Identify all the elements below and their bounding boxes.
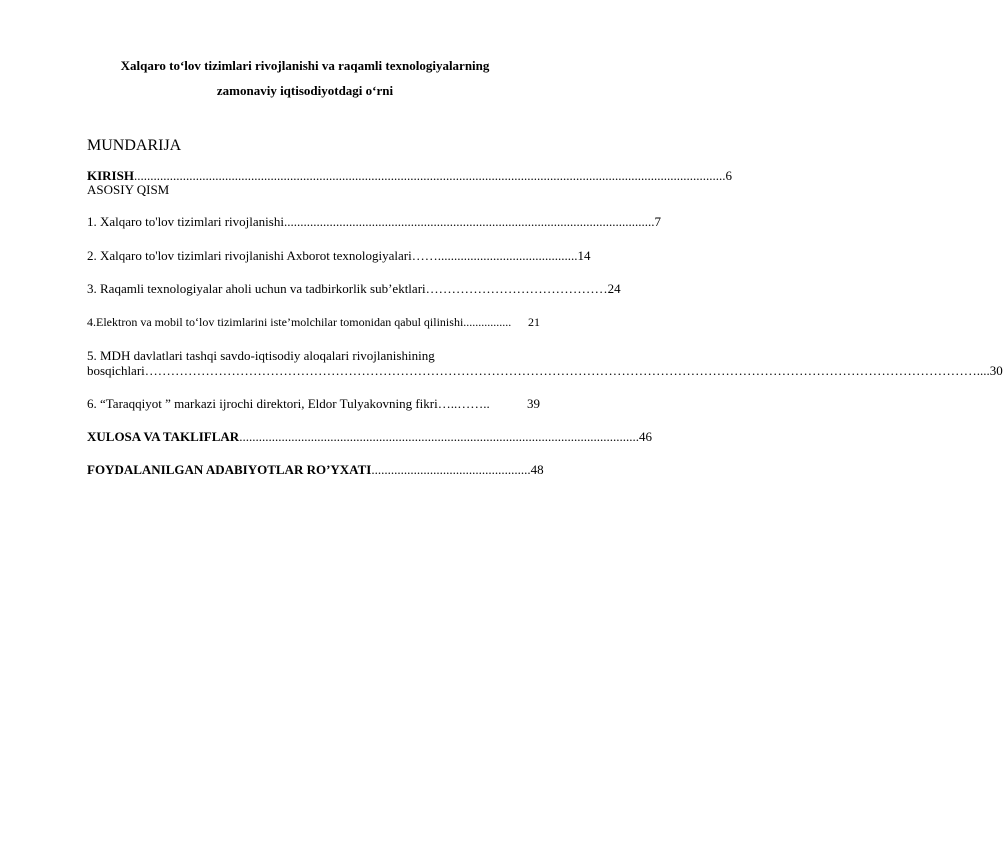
toc-page-number: 39: [527, 396, 540, 411]
toc-leader-dots: .................................................: [371, 462, 531, 477]
toc-leader-dots: …………………………………………………………………………………………………………………………………………………………………………..: [144, 363, 984, 378]
toc-page-number: 7: [654, 214, 661, 229]
toc-entry-kirish[interactable]: [87, 168, 732, 183]
toc-entry-label: 4.Elektron va mobil to‘lov tizimlarini iste’molchilar tomonidan qabul qilinishi: [87, 315, 464, 329]
toc-leader-dots: ..................................................................................................................: [283, 214, 655, 229]
toc-page-number: 6: [725, 168, 732, 183]
toc-page-number: 24: [607, 281, 621, 296]
toc-entry-label: FOYDALANILGAN ADABIYOTLAR RO’YXATI: [87, 462, 372, 477]
toc-entry-label: 6. “Taraqqiyot ” markazi ijrochi direktori, Eldor Tulyakovning fikri: [87, 396, 438, 411]
toc-leader-dots: ……………………………………: [425, 281, 608, 296]
toc-entry-label: bosqichlari: [87, 363, 145, 378]
toc-entry-label: XULOSA VA TAKLIFLAR: [87, 429, 240, 444]
toc-entry-label: 3. Raqamli texnologiyalar aholi uchun va tadbirkorlik sub’ektlari: [87, 281, 426, 296]
toc-leader-dots: ……...........................................: [411, 248, 578, 263]
toc-leader-dots: ...........................................................................................................................: [239, 429, 639, 444]
toc-heading: MUNDARIJA: [87, 137, 182, 154]
toc-entry-3[interactable]: [87, 281, 621, 296]
toc-entry-adabiyotlar[interactable]: [87, 462, 544, 477]
document-title-line-2: zamonaviy iqtisodiyotdagi o‘rni: [216, 83, 394, 98]
toc-section-asosiy-qism[interactable]: [87, 182, 169, 197]
toc-page-number: 21: [528, 315, 540, 329]
toc-entry-5-line-1[interactable]: [87, 348, 435, 363]
toc-entry-label: 5. MDH davlatlari tashqi savdo-iqtisodiy aloqalari rivojlanishining: [87, 348, 435, 363]
toc-entry-4[interactable]: [87, 315, 540, 330]
toc-entry-5-line-2[interactable]: [87, 363, 1003, 378]
toc-entry-1[interactable]: [87, 214, 661, 229]
toc-leader-dots: …..……..: [437, 396, 490, 411]
toc-entry-xulosa[interactable]: [87, 429, 652, 444]
toc-leader-dots: ................: [463, 315, 512, 329]
toc-page-number: 14: [577, 248, 591, 263]
toc-entry-label: 1. Xalqaro to'lov tizimlari rivojlanishi: [87, 214, 284, 229]
toc-entry-6[interactable]: [87, 396, 540, 411]
toc-entry-2[interactable]: [87, 248, 591, 263]
toc-page-number: ..30: [983, 363, 1003, 378]
toc-entry-label: ASOSIY QISM: [87, 182, 170, 197]
toc-leader-dots: ......................................................................................................................................................................................: [133, 168, 726, 183]
toc-page-number: 46: [638, 429, 652, 444]
toc-page-number: 48: [530, 462, 544, 477]
toc-entry-label: KIRISH: [87, 168, 134, 183]
document-title-line-1: Xalqaro to‘lov tizimlari rivojlanishi va raqamli texnologiyalarning: [120, 58, 490, 73]
toc-entry-label: 2. Xalqaro to'lov tizimlari rivojlanishi Axborot texnologiyalari: [87, 248, 412, 263]
